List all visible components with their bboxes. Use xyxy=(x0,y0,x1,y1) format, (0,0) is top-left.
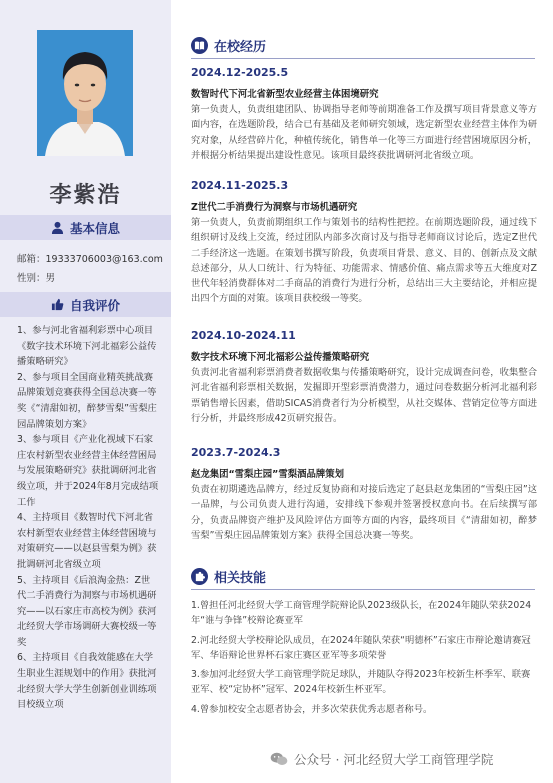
entry-description: 负责河北省福利彩票消费者数据收集与传播策略研究，设计完成调查问卷，收集整合河北省福利彩票相关数据，发掘即开型彩票消费潜力，通过问卷数据分析河北福利彩票销售增长因素，借助SICAS消费者行为分析模型，从社交媒体、营销定位等方面进行分析，并最终形成42页研究报告。 xyxy=(191,367,537,424)
experience-entry xyxy=(191,66,537,163)
person-silhouette-icon xyxy=(37,30,133,156)
basic-info-header xyxy=(0,215,171,240)
entry-title: 赵龙集团“雪梨庄园”雪梨酒品牌策划 xyxy=(191,469,344,480)
experience-entry xyxy=(191,329,537,426)
entry-date: 2023.7-2024.3 xyxy=(191,446,281,459)
self-eval-item: 2、参与项目全国商业精英挑战赛品牌策划竞赛获得全国总决赛一等奖《“清甜如初，醉梦雪梨”雪梨庄园品牌策划方案》 xyxy=(17,371,157,430)
self-eval-item: 1、参与河北省福利彩票中心项目《数字技术环境下河北福彩公益传播策略研究》 xyxy=(17,325,157,368)
book-icon xyxy=(191,37,208,54)
self-eval-item: 4、主持项目《数智时代下河北省农村新型农业经营主体经营困境与对策研究——以赵县雪梨为例》获批调研河北省级立项 xyxy=(17,512,157,570)
skills-title: 相关技能 xyxy=(214,571,267,586)
experience-divider xyxy=(191,58,535,59)
entry-title: Z世代二手消费行为洞察与市场机遇研究 xyxy=(191,202,358,213)
experience-title: 在校经历 xyxy=(214,40,267,55)
entry-description: 第一负责人，负责前期组织工作与策划书的结构性把控。在前期选题阶段，通过线下组织研讨及线上交流，经过团队内部多次商讨及与指导老师商议讨论后，选定Z世代二手经济这一选题。在策划书撰写阶段，负责项目背景、意义、目的、创新点及文献总述部分，从人口统计、行为特征、功能需求、情感价值、痛点需求等五大维度对Z世代年轻消费群体对二手商品的消费行为进行分析，总结出三大主要结论，并相应提出四个方面的对策。该项目获校级一等奖。 xyxy=(191,217,537,305)
entry-date: 2024.10-2024.11 xyxy=(191,329,296,342)
entry-title: 数智时代下河北省新型农业经营主体困境研究 xyxy=(191,89,379,100)
wechat-icon xyxy=(270,752,288,766)
skills-list xyxy=(191,598,537,721)
self-eval-item: 3、参与项目《产业化视域下石家庄农村新型农业经营主体经营困局与发展策略研究》获批调研河北省级立项，并于2024年8月完成结项工作 xyxy=(17,434,159,508)
skill-item: 2.河北经贸大学校辩论队成员，在2024年随队荣获“明德杯”石家庄市辩论邀请赛冠军、华语辩论世界杯石家庄赛区亚军等多项荣誉 xyxy=(191,634,531,661)
experience-section-header xyxy=(191,36,266,55)
entry-description: 负责在初期遴选品牌方，经过反复协商和对接后选定了赵县赵龙集团的“雪梨庄园”这一品牌，与公司负责人进行沟通，安排线下参观并签署授权意向书。在后续撰写部分，负责品牌资产维护及风险评估方面等方面的内容，最终项目《“清甜如初，醉梦雪梨”雪梨庄园品牌策划方案》获得全国总决赛一等奖。 xyxy=(191,484,537,541)
thumbs-up-icon xyxy=(51,298,64,311)
skill-item: 3.参加河北经贸大学工商管理学院足球队，并随队夺得2023年校新生杯季军、联赛亚军、校“定协杯”冠军、2024年校新生杯亚军。 xyxy=(191,669,531,696)
footer-text: 公众号 · 河北经贸大学工商管理学院 xyxy=(294,752,494,767)
experience-entry xyxy=(191,446,537,543)
entry-date: 2024.11-2025.3 xyxy=(191,179,289,192)
skill-item: 1.曾担任河北经贸大学工商管理学院辩论队2023级队长，在2024年随队荣获2024年“谁与争锋”校辩论赛亚军 xyxy=(191,600,532,627)
skills-section-header xyxy=(191,567,266,586)
entry-description: 第一负责人，负责组建团队、协调指导老师等前期准备工作及撰写项目背景意义等方面内容，在选题阶段，结合已有基础及老师研究领域，选定新型农业经营主体作为研究对象，从经营碎片化，种植传统化，销售单一化等三方面进行经营困境原因分析，并根据分析结果提出建设性意见。该项目最终获批调研河北省级立项。 xyxy=(191,104,537,161)
self-eval-list xyxy=(17,323,159,713)
gender-line: 性别：男 xyxy=(17,273,56,284)
entry-title: 数字技术环境下河北福彩公益传播策略研究 xyxy=(191,352,370,363)
puzzle-icon xyxy=(191,568,208,585)
email-line: 邮箱：19333706003@163.com xyxy=(17,254,163,265)
candidate-name: 李紫浩 xyxy=(49,183,122,208)
basic-info-title: 基本信息 xyxy=(69,220,120,236)
user-icon xyxy=(51,221,64,234)
skills-divider xyxy=(191,589,535,590)
entry-date: 2024.12-2025.5 xyxy=(191,66,289,79)
skill-item: 4.曾参加校安全志愿者协会，并多次荣获优秀志愿者称号。 xyxy=(191,703,433,715)
experience-entry xyxy=(191,179,537,307)
watermark-footer xyxy=(270,750,493,768)
self-eval-header xyxy=(0,292,171,317)
profile-photo xyxy=(37,30,133,156)
self-eval-title: 自我评价 xyxy=(69,297,120,313)
self-eval-item: 6、主持项目《自我效能感在大学生职业生涯规划中的作用》获批河北经贸大学大学生创新创业训练项目校级立项 xyxy=(17,652,157,711)
self-eval-item: 5、主持项目《后浪淘金热：Z世代二手消费行为洞察与市场机遇研究——以石家庄市高校为例》获河北经贸大学市场调研大赛校级一等奖 xyxy=(17,574,157,648)
main-content xyxy=(171,0,553,783)
sidebar xyxy=(0,0,171,783)
